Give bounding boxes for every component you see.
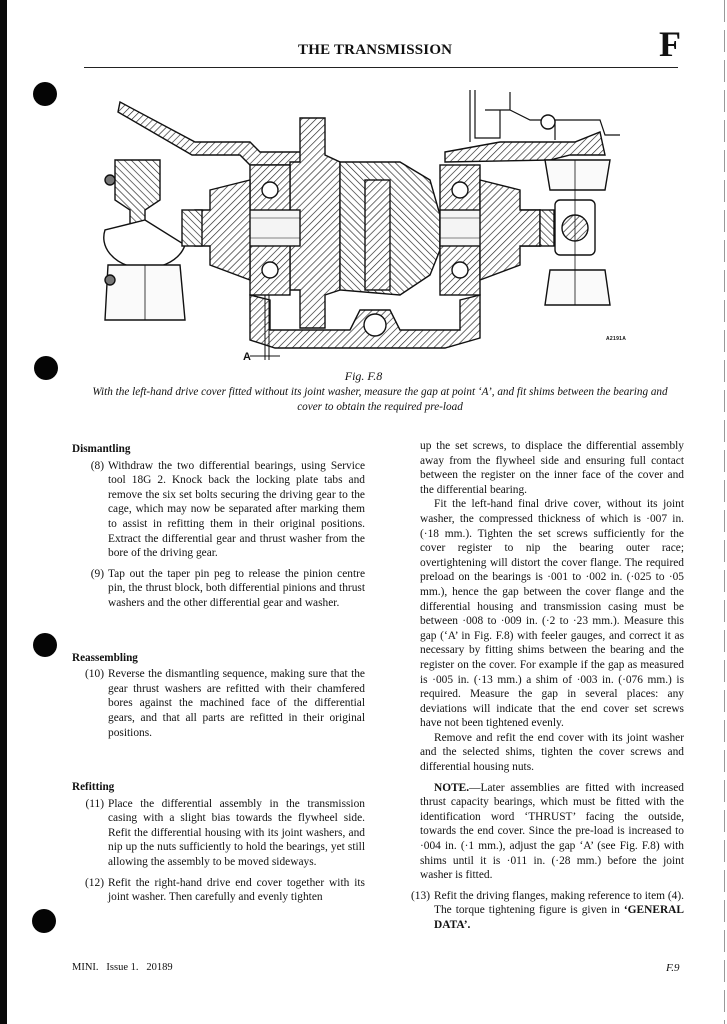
step-number: (10) xyxy=(85,668,104,681)
footer-issue: MINI. Issue 1. 20189 xyxy=(72,962,173,973)
step-text: Refit the driving flanges, making reference to item (4). The torque tightening figure is given in xyxy=(434,889,684,917)
step-11 xyxy=(72,797,365,870)
step-text: Withdraw the two differential bearings, using Service tool 18G 2. Knock back the locking plate tabs and remove the six set bolts securing the driving gear to the cage, which may now be separated after marking them to assist in refitting them in their original positions. Extract the differential gear and thrust washer from the bore of the driving gear. xyxy=(108,459,365,560)
page-title: THE TRANSMISSION xyxy=(298,42,453,58)
step-10 xyxy=(72,667,365,740)
note-text: —Later assemblies are fitted with increased thrust capacity bearings, which must be fitted with the identification word ‘THRUST’ facing the outside, towards the end cover. Since the pre-load is increased to ·004 in. (·1 mm.), adjust the gap ‘A’ (see Fig. F.8) with shims until it is ·011 in. (·28 mm.) before the joint washer is fitted. xyxy=(420,781,684,882)
note-paragraph xyxy=(420,781,684,883)
general-data-reference: ‘GENERAL DATA’. xyxy=(434,904,684,931)
right-column xyxy=(411,439,684,933)
step-12-continuation: up the set screws, to displace the differential assembly away from the flywheel side and ensuring full contact between the register on the inner face of the cover and the differential bearing. xyxy=(420,440,684,496)
step-12 xyxy=(72,876,365,905)
punch-hole xyxy=(33,82,57,106)
universal-joint-right xyxy=(545,160,610,190)
gap-point-label: A xyxy=(243,351,251,363)
header-rule xyxy=(84,67,678,68)
universal-joint-left xyxy=(115,160,160,225)
step-8 xyxy=(72,459,365,561)
casing-top-left xyxy=(118,102,310,165)
step-9 xyxy=(72,567,365,611)
figure-caption: With the left-hand drive cover fitted without its joint washer, measure the gap at point ‘A’, and fit shims between the bearing and cover to obtain the required pre-load xyxy=(92,386,668,413)
page-number: F.9 xyxy=(666,962,680,974)
end-cover-right xyxy=(480,180,540,280)
heading-reassembling: Reassembling xyxy=(72,651,138,664)
step-number: (9) xyxy=(90,567,104,580)
figure-label: Fig. F.8 xyxy=(344,369,383,383)
paragraph-remove-refit: Remove and refit the end cover with its joint washer and the selected shims, tighten the cover screws and differential housing nuts. xyxy=(420,731,684,774)
paragraph-fit-cover: Fit the left-hand final drive cover, without its joint washer, the compressed thickness of which is ·007 in. (·18 mm.). Tighten the set screws sufficiently for the cover register to nip the bearing outer race; overtightening will distort the cover flange. The required preload on the bearings is ·001 to ·002 in. (·025 to ·05 mm.), hence the gap between the cover flange and the differential housing and transmission casing must be between ·008 to ·009 in. (·2 to ·23 mm.). Measure this gap (‘A’ in Fig. F.8) with feeler gauges, and correct it as necessary by fitting shims between the bearing and the register on the cover. For example if the gap as measured is ·005 in. (·13 mm.) a shim of ·003 in. (·076 mm.) is required. Measure the gap in several places: any deviations will indicate that the end cover set screws have not been tightened evenly. xyxy=(420,498,684,730)
step-text: Place the differential assembly in the transmission casing with a slight bias towards the flywheel side. Refit the differential housing with its joint washers, and nip up the nuts sufficiently to hold the bearings, yet still allowing the assembly to be moved sideways. xyxy=(108,797,365,869)
section-letter: F xyxy=(659,24,681,64)
step-number: (11) xyxy=(85,797,104,810)
end-cover-left xyxy=(195,180,250,280)
note-label: NOTE. xyxy=(434,781,470,794)
heading-refitting: Refitting xyxy=(72,781,115,794)
step-text: Reverse the dismantling sequence, making sure that the gear thrust washers are refitted with their chamfered bores against the machined face of the differential gears, and that all parts are refitted in their original positions. xyxy=(108,668,365,739)
step-number: (12) xyxy=(85,876,104,889)
step-text: Refit the right-hand drive end cover together with its joint washer. Then carefully and evenly tighten xyxy=(108,876,365,904)
step-text: Tap out the taper pin peg to release the pinion centre pin, the thrust block, both differential pinions and thrust washers and the other differential gear and washer. xyxy=(108,567,365,609)
punch-hole xyxy=(33,633,57,657)
step-number: (13) xyxy=(411,889,430,902)
step-13 xyxy=(398,889,684,933)
drawing-code: A2191A xyxy=(606,336,627,342)
scan-edge-line xyxy=(724,0,725,1024)
casing-top-right xyxy=(445,132,605,162)
heading-dismantling: Dismantling xyxy=(72,443,131,455)
punch-hole xyxy=(32,909,56,933)
left-column xyxy=(72,442,365,905)
scan-binding-edge xyxy=(0,0,7,1024)
differential-cross-section-figure xyxy=(100,80,620,370)
step-number: (8) xyxy=(90,459,104,472)
